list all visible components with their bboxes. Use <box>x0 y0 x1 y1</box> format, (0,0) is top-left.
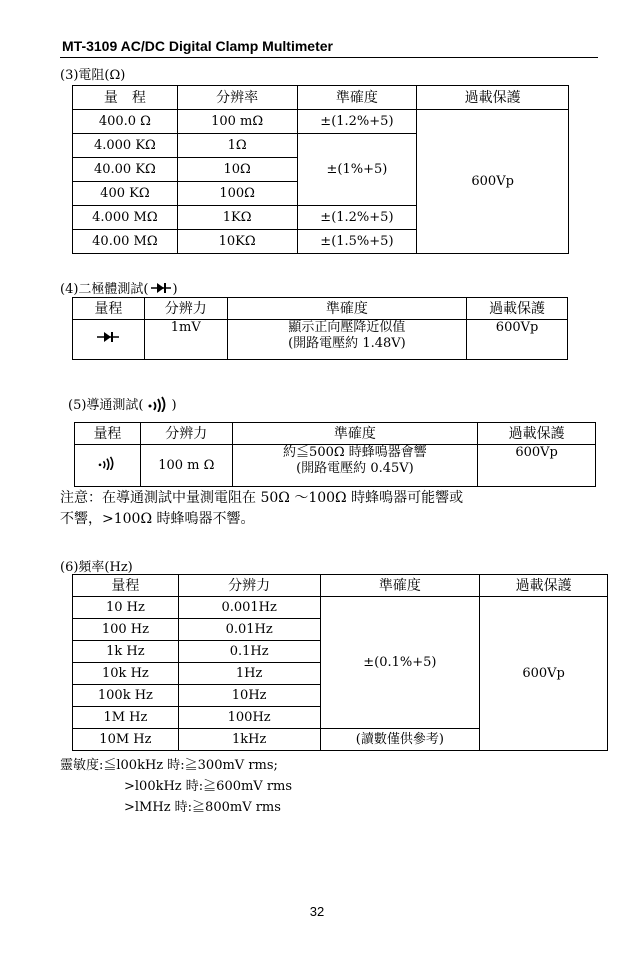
resolution-cell: 100 m Ω <box>140 445 232 487</box>
header-range: 量程 <box>75 423 141 445</box>
sensitivity-block <box>60 755 292 818</box>
buzzer-icon <box>146 396 170 416</box>
accuracy-line: (開路電壓約 0.45V) <box>296 461 414 476</box>
range-cell: 100k Hz <box>73 685 179 707</box>
resolution-cell: 1Ω <box>177 134 297 158</box>
document-title: MT-3109 AC/DC Digital Clamp Multimeter <box>62 38 333 54</box>
table-header-row <box>73 298 568 320</box>
header-resolution: 分辨力 <box>140 423 232 445</box>
header-range: 量 程 <box>73 86 178 110</box>
accuracy-cell: ±(1.2%+5) <box>297 110 417 134</box>
table-row <box>75 445 596 487</box>
range-cell: 100 Hz <box>73 619 179 641</box>
range-cell: 400 KΩ <box>73 182 178 206</box>
range-cell: 1k Hz <box>73 641 179 663</box>
resolution-cell: 0.1Hz <box>178 641 320 663</box>
resistance-table <box>72 85 569 254</box>
accuracy-cell <box>227 320 466 360</box>
resolution-cell: 10Ω <box>177 158 297 182</box>
header-protection: 過載保護 <box>467 298 568 320</box>
resistance-section-title: (3)電阻(Ω) <box>60 68 126 83</box>
note-line: 注意：在導通測試中量測電阻在 50Ω ～100Ω 時蜂鳴器可能響或 <box>60 490 464 506</box>
page-number: 32 <box>309 904 325 919</box>
header-range: 量程 <box>73 298 145 320</box>
accuracy-cell: ±(1%+5) <box>297 134 417 206</box>
range-cell: 10k Hz <box>73 663 179 685</box>
continuity-title-prefix: (5)導通測試( <box>68 398 144 413</box>
resolution-cell: 1mV <box>144 320 227 360</box>
accuracy-cell <box>232 445 477 487</box>
diode-title-prefix: (4)二極體測試( <box>60 282 149 297</box>
header-protection: 過載保護 <box>478 423 596 445</box>
range-cell <box>75 445 141 487</box>
table-row <box>73 110 569 134</box>
note-line: 不響，>100Ω 時蜂鳴器不響。 <box>60 511 255 527</box>
accuracy-line: (開路電壓約 1.48V) <box>288 336 406 351</box>
protection-cell: 600Vp <box>417 110 569 254</box>
resolution-cell: 1KΩ <box>177 206 297 230</box>
protection-cell: 600Vp <box>467 320 568 360</box>
header-protection: 過載保護 <box>480 575 608 597</box>
buzzer-icon <box>96 459 118 474</box>
header-accuracy: 準確度 <box>232 423 477 445</box>
range-cell: 1M Hz <box>73 707 179 729</box>
header-accuracy: 準確度 <box>297 86 417 110</box>
range-cell: 400.0 Ω <box>73 110 178 134</box>
header-accuracy: 準確度 <box>320 575 480 597</box>
sensitivity-line: >lMHz 時:≧800mV rms <box>124 800 281 815</box>
continuity-note <box>60 488 463 530</box>
protection-cell: 600Vp <box>480 597 608 751</box>
range-cell: 4.000 KΩ <box>73 134 178 158</box>
continuity-title-suffix: ) <box>171 398 177 413</box>
resolution-cell: 10Hz <box>178 685 320 707</box>
table-header-row <box>75 423 596 445</box>
accuracy-note-cell: (讀數僅供參考) <box>320 729 480 751</box>
diode-table <box>72 297 568 360</box>
protection-cell: 600Vp <box>478 445 596 487</box>
range-cell: 40.00 MΩ <box>73 230 178 254</box>
table-row <box>73 320 568 360</box>
resolution-cell: 100Hz <box>178 707 320 729</box>
diode-icon <box>151 282 171 298</box>
table-header-row <box>73 575 608 597</box>
header-resolution: 分辨率 <box>177 86 297 110</box>
range-cell <box>73 320 145 360</box>
diode-icon <box>97 332 119 347</box>
range-cell: 10 Hz <box>73 597 179 619</box>
resolution-cell: 100Ω <box>177 182 297 206</box>
resolution-cell: 10KΩ <box>177 230 297 254</box>
accuracy-line: 約≦500Ω 時蜂鳴器會響 <box>283 445 427 460</box>
table-header-row <box>73 86 569 110</box>
accuracy-cell: ±(1.2%+5) <box>297 206 417 230</box>
header-accuracy: 準確度 <box>227 298 466 320</box>
resolution-cell: 0.01Hz <box>178 619 320 641</box>
frequency-table <box>72 574 608 751</box>
sensitivity-line: >l00kHz 時:≧600mV rms <box>124 779 293 794</box>
accuracy-cell: ±(1.5%+5) <box>297 230 417 254</box>
header-rule <box>60 57 598 58</box>
header-protection: 過載保護 <box>417 86 569 110</box>
header-resolution: 分辨力 <box>144 298 227 320</box>
frequency-section-title: (6)頻率(Hz) <box>60 560 133 575</box>
resolution-cell: 100 mΩ <box>177 110 297 134</box>
range-cell: 40.00 KΩ <box>73 158 178 182</box>
resolution-cell: 1kHz <box>178 729 320 751</box>
diode-title-suffix: ) <box>172 282 178 297</box>
diode-section-title <box>60 278 178 298</box>
header-range: 量程 <box>73 575 179 597</box>
accuracy-line: 顯示正向壓降近似值 <box>288 320 406 335</box>
continuity-section-title <box>68 394 177 416</box>
accuracy-cell: ±(0.1%+5) <box>320 597 480 729</box>
header-resolution: 分辨力 <box>178 575 320 597</box>
table-row <box>73 597 608 619</box>
range-cell: 10M Hz <box>73 729 179 751</box>
sensitivity-line: 靈敏度:≦l00kHz 時:≧300mV rms; <box>60 758 278 773</box>
continuity-table <box>74 422 596 487</box>
range-cell: 4.000 MΩ <box>73 206 178 230</box>
resolution-cell: 1Hz <box>178 663 320 685</box>
resolution-cell: 0.001Hz <box>178 597 320 619</box>
